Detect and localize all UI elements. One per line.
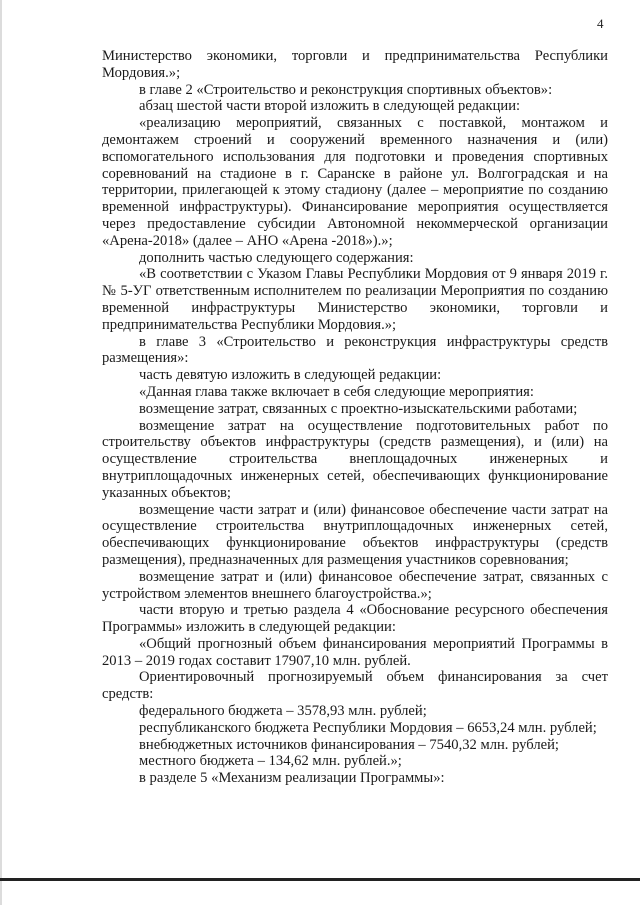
paragraph: Министерство экономики, торговли и предпринимательства Республики Мордовия.»; xyxy=(102,48,608,81)
paragraph: «Данная глава также включает в себя следующие мероприятия: xyxy=(139,383,534,400)
paragraph: в разделе 5 «Механизм реализации Программы»: xyxy=(139,770,445,787)
paragraph: части вторую и третью раздела 4 «Обоснование ресурсного обеспечения Программы» изложить в следующей редакции: xyxy=(102,602,608,636)
paragraph: дополнить частью следующего содержания: xyxy=(139,249,414,266)
paragraph: внебюджетных источников финансирования – 7540,32 млн. рублей; xyxy=(139,736,559,753)
paragraph: республиканского бюджета Республики Мордовия – 6653,24 млн. рублей; xyxy=(139,719,597,736)
bottom-rule xyxy=(0,878,640,881)
paragraph: возмещение затрат и (или) финансовое обеспечение затрат, связанных с устройством элементов внешнего благоустройства.»; xyxy=(102,568,608,602)
paragraph: возмещение части затрат и (или) финансовое обеспечение части затрат на осуществление строительства внутриплощадочных инженерных сетей, обеспечивающих функционирование объектов инфраструктуры (средств размещения), предназначенных для размещения участников соревнования; xyxy=(102,501,608,568)
paragraph: федерального бюджета – 3578,93 млн. рублей; xyxy=(139,703,427,720)
paragraph: «Общий прогнозный объем финансирования мероприятий Программы в 2013 – 2019 годах составит 17907,10 млн. рублей. xyxy=(102,635,608,669)
paragraph: Ориентировочный прогнозируемый объем финансирования за счет средств: xyxy=(102,669,608,703)
paragraph: возмещение затрат на осуществление подготовительных работ по строительству объектов инфраструктуры (средств размещения), и (или) на осуществление строительства внеплощадочных инженерных и внутриплощадочных инженерных сетей, обеспечивающих функционирование указанных объектов; xyxy=(102,417,608,501)
paragraph: абзац шестой части второй изложить в следующей редакции: xyxy=(139,98,521,115)
paragraph: возмещение затрат, связанных с проектно-изыскательскими работами; xyxy=(139,400,578,417)
paragraph: в главе 2 «Строительство и реконструкция спортивных объектов»: xyxy=(139,81,553,98)
paragraph: местного бюджета – 134,62 млн. рублей.»; xyxy=(139,753,402,770)
paragraph: в главе 3 «Строительство и реконструкция инфраструктуры средств размещения»: xyxy=(102,333,608,367)
paragraph: «В соответствии с Указом Главы Республики Мордовия от 9 января 2019 г. № 5-УГ ответственным исполнителем по реализации Мероприятия по созданию временной инфраструктуры Министерство экономики, торговли и предпринимательства Республики Мордовия.»; xyxy=(102,266,608,333)
paragraph: часть девятую изложить в следующей редакции: xyxy=(139,367,442,384)
document-body xyxy=(102,48,608,787)
page-number: 4 xyxy=(597,16,604,31)
paragraph: «реализацию мероприятий, связанных с поставкой, монтажом и демонтажем строений и сооружений временного назначения и (или) вспомогательного использования для подготовки и проведения спортивных соревнований на стадионе в г. Саранске в районе ул. Волгоградская и на территории, прилегающей к этому стадиону (далее – мероприятие по созданию временной инфраструктуры). Финансирование мероприятия осуществляется через предоставление субсидии Автономной некоммерческой организации «Арена-2018» (далее – АНО «Арена -2018»).»; xyxy=(102,115,608,249)
scan-edge xyxy=(0,0,2,905)
